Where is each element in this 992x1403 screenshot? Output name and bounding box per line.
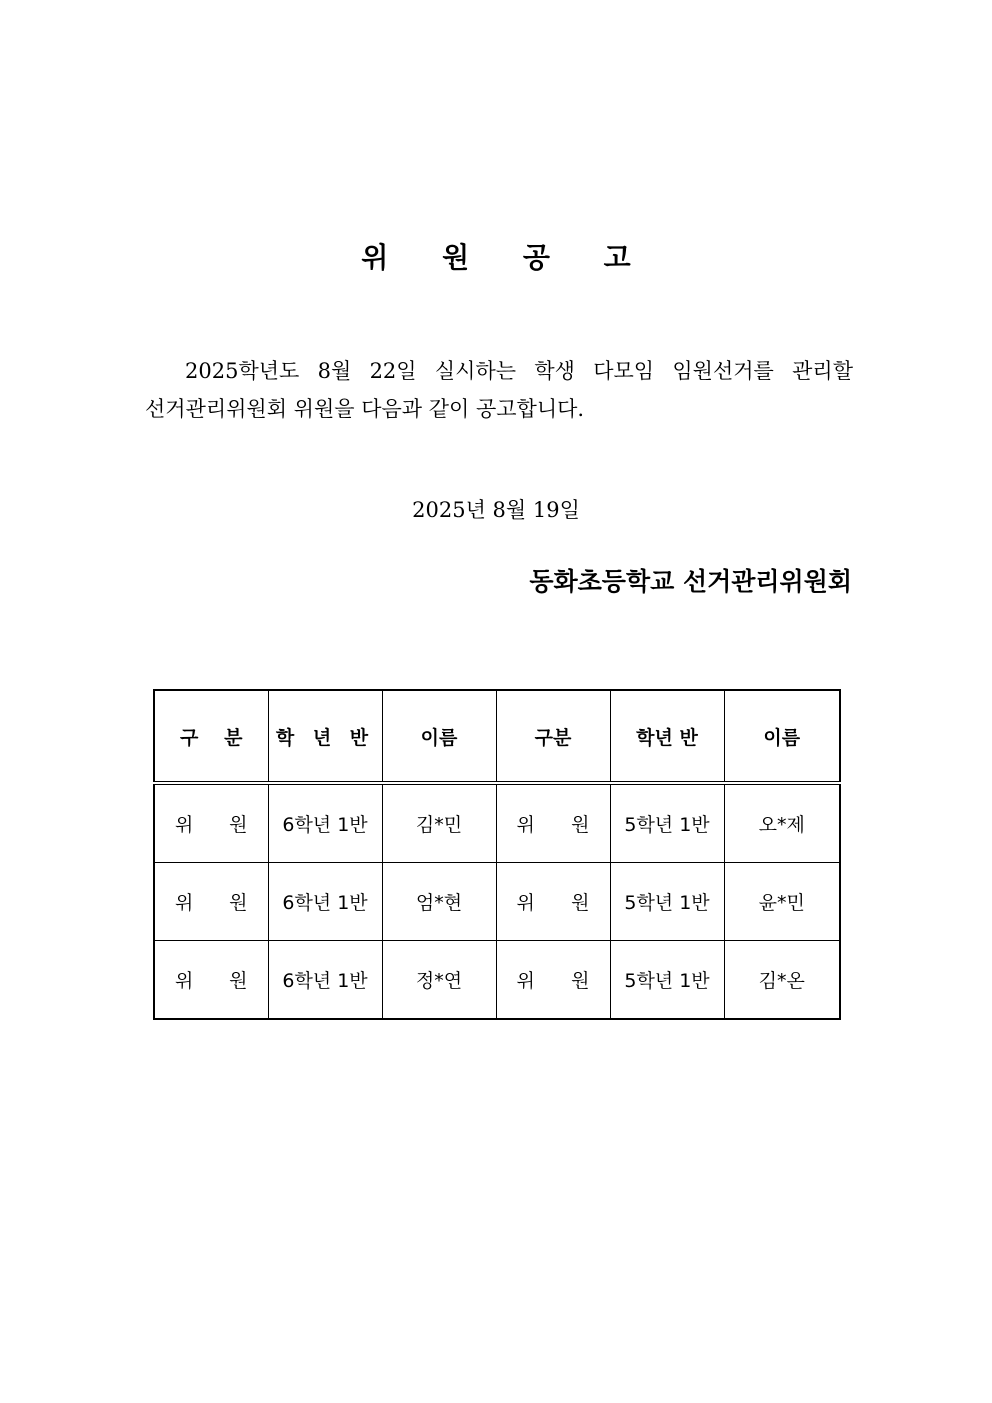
header-category <box>154 690 268 783</box>
table-row <box>154 863 840 941</box>
header-grade-class-2: 학년 반 <box>610 690 724 783</box>
header-name: 이름 <box>382 690 496 783</box>
left-class: 6학년 1반 <box>268 863 382 941</box>
intro-line-2: 선거관리위원회 위원을 다음과 같이 공고합니다. <box>145 397 585 421</box>
header-grade-class: 학 년 반 <box>268 690 382 783</box>
left-role: 위 원 <box>154 783 268 863</box>
organization-name: 동화초등학교 선거관리위원회 <box>529 567 852 596</box>
left-role: 위 원 <box>154 941 268 1020</box>
right-name: 김*온 <box>724 941 840 1020</box>
right-role: 위 원 <box>496 863 610 941</box>
left-name: 엄*현 <box>382 863 496 941</box>
header-name-2: 이름 <box>724 690 840 783</box>
right-class: 5학년 1반 <box>610 783 724 863</box>
header-category-part: 분 <box>224 726 243 749</box>
right-role: 위 원 <box>496 941 610 1020</box>
table-row <box>154 783 840 863</box>
left-class: 6학년 1반 <box>268 783 382 863</box>
right-name: 윤*민 <box>724 863 840 941</box>
intro-line-1: 2025학년도 8월 22일 실시하는 학생 다모임 임원선거를 관리할 <box>185 359 853 383</box>
left-name: 정*연 <box>382 941 496 1020</box>
right-class: 5학년 1반 <box>610 941 724 1020</box>
page-title: 위 원 공 고 <box>361 241 653 274</box>
left-role: 위 원 <box>154 863 268 941</box>
table-row <box>154 941 840 1020</box>
right-name: 오*제 <box>724 783 840 863</box>
members-table <box>153 689 841 1020</box>
announcement-date: 2025년 8월 19일 <box>412 498 580 522</box>
header-category-2: 구분 <box>496 690 610 783</box>
header-category-part: 구 <box>180 726 199 749</box>
left-name: 김*민 <box>382 783 496 863</box>
left-class: 6학년 1반 <box>268 941 382 1020</box>
table-header-row <box>154 690 840 783</box>
intro-paragraph <box>145 352 853 428</box>
right-role: 위 원 <box>496 783 610 863</box>
right-class: 5학년 1반 <box>610 863 724 941</box>
